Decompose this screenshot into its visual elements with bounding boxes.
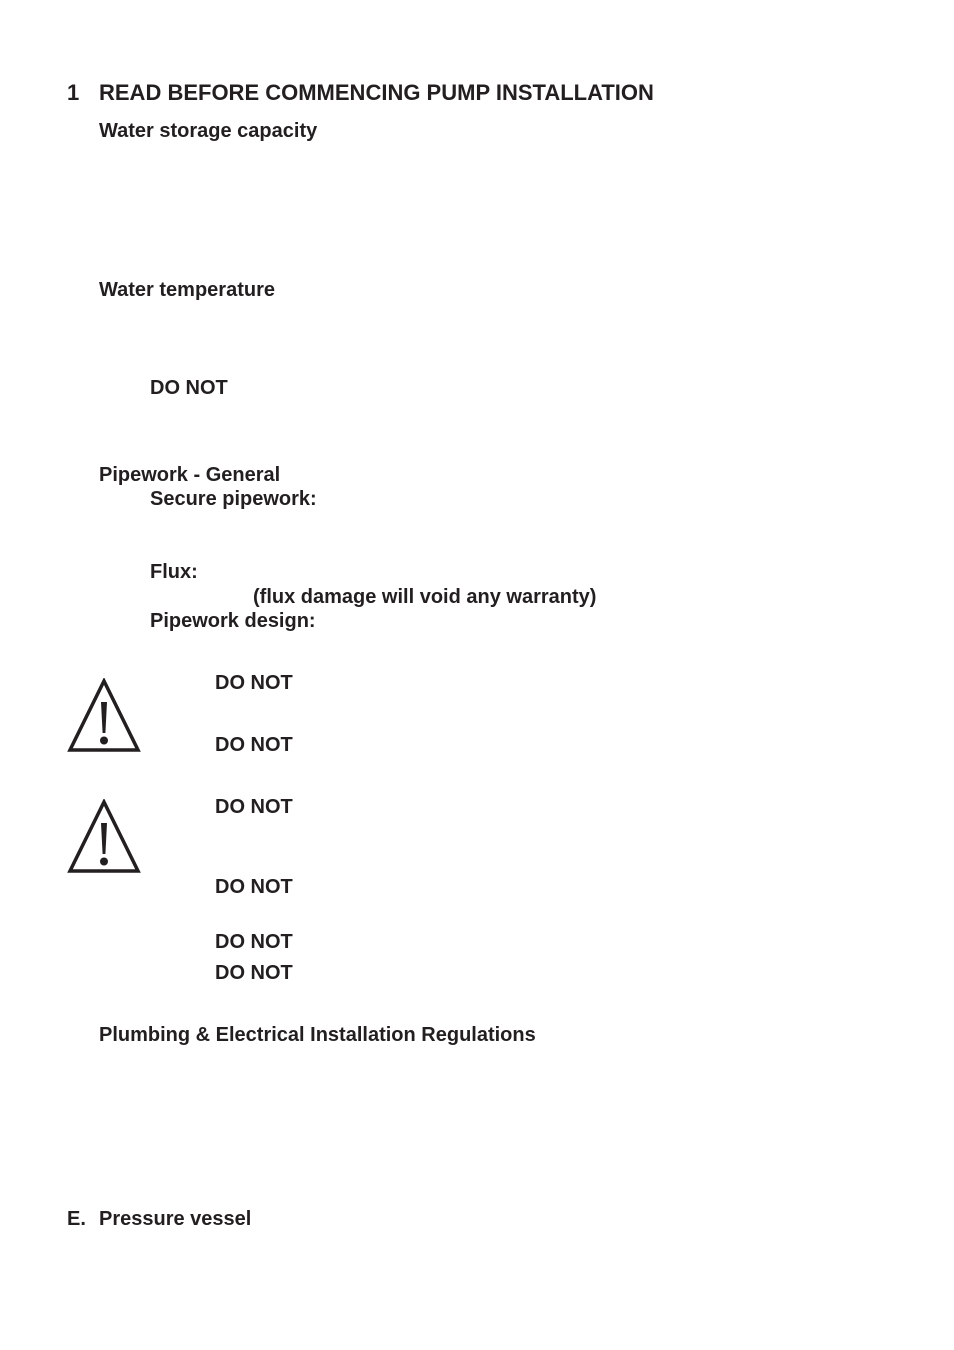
pipework-design-label: Pipework design: bbox=[150, 610, 316, 632]
design-rule-do-not-3: DO NOT bbox=[215, 796, 293, 818]
warning-triangle-icon bbox=[67, 799, 141, 873]
flux-warranty-note: (flux damage will void any warranty) bbox=[253, 586, 597, 608]
design-rule-do-not-2: DO NOT bbox=[215, 734, 293, 756]
flux-label: Flux: bbox=[150, 561, 198, 583]
warning-triangle-icon bbox=[67, 678, 141, 752]
heading-pressure-vessel: Pressure vessel bbox=[99, 1208, 252, 1230]
heading-plumbing-regulations: Plumbing & Electrical Installation Regulations bbox=[99, 1024, 536, 1046]
heading-pipework-general: Pipework - General bbox=[99, 464, 281, 486]
secure-pipework-label: Secure pipework: bbox=[150, 488, 317, 510]
section-number: 1 bbox=[67, 80, 80, 105]
heading-water-storage: Water storage capacity bbox=[99, 120, 318, 142]
section-title: READ BEFORE COMMENCING PUMP INSTALLATION bbox=[99, 80, 654, 105]
heading-water-temperature: Water temperature bbox=[99, 279, 275, 301]
design-rule-do-not-5: DO NOT bbox=[215, 931, 293, 953]
water-temperature-do-not: DO NOT bbox=[150, 377, 228, 399]
design-rule-do-not-1: DO NOT bbox=[215, 672, 293, 694]
section-e-letter: E. bbox=[67, 1208, 86, 1230]
design-rule-do-not-6: DO NOT bbox=[215, 962, 293, 984]
design-rule-do-not-4: DO NOT bbox=[215, 876, 293, 898]
